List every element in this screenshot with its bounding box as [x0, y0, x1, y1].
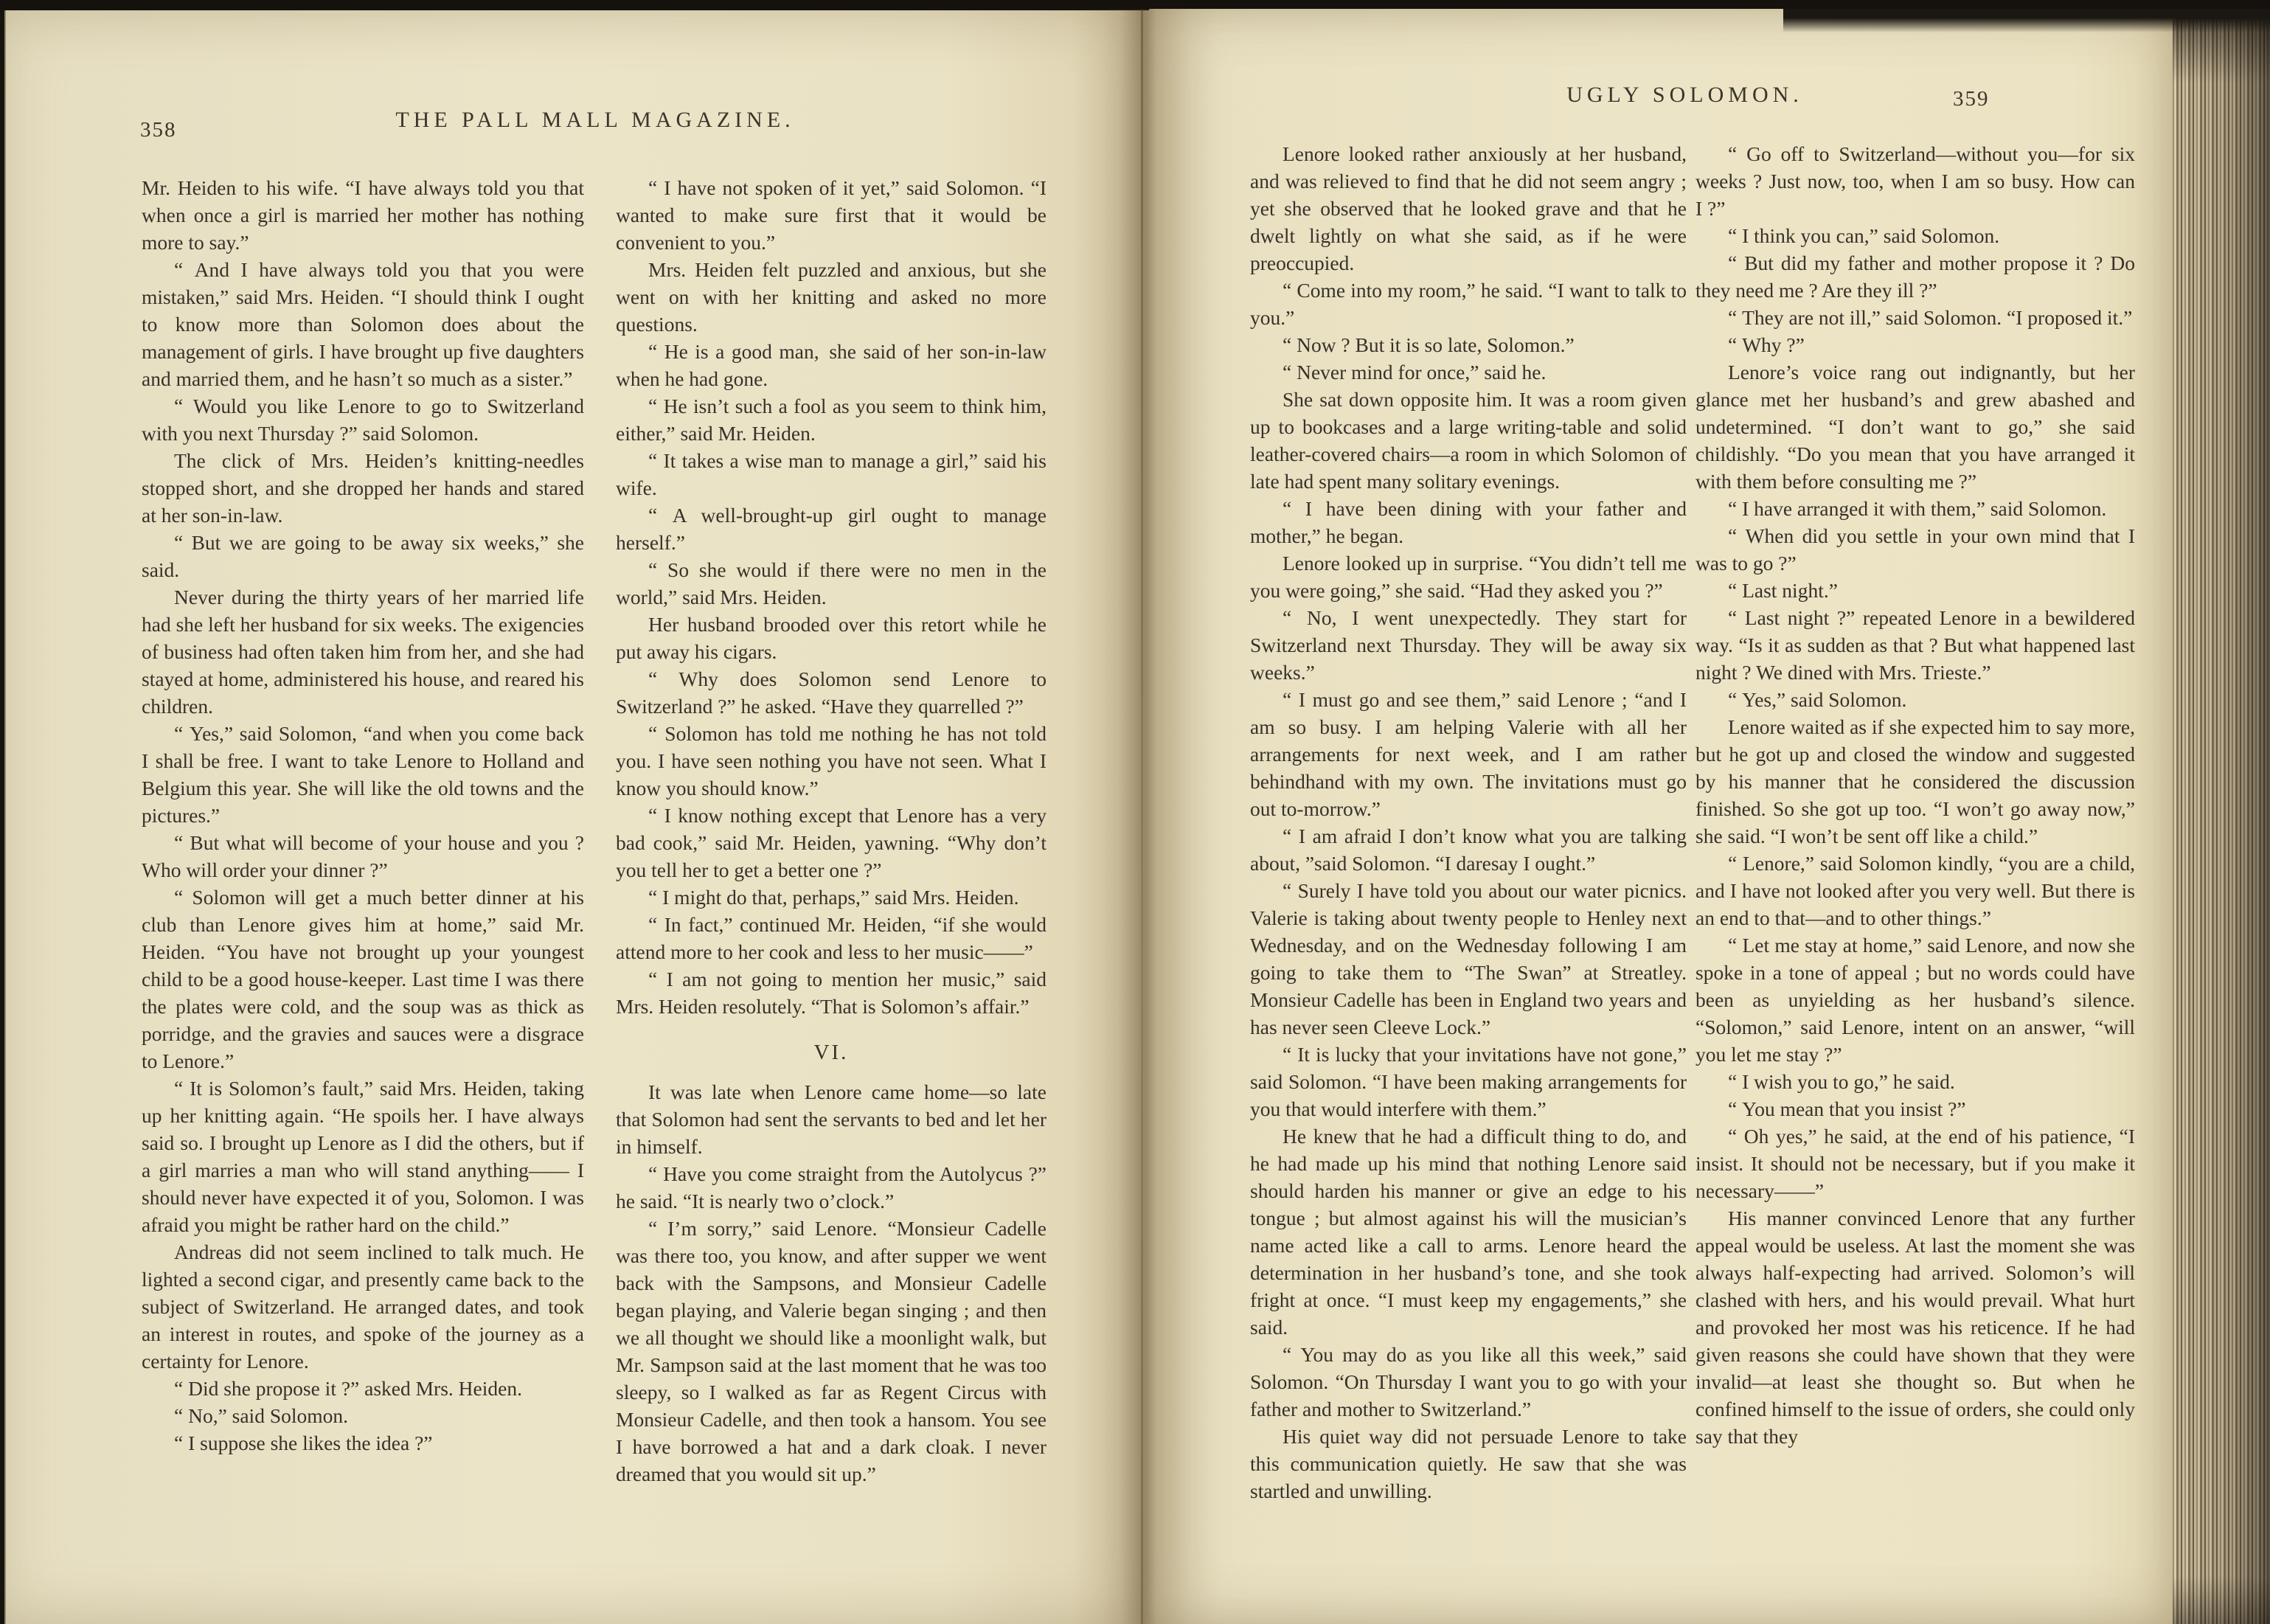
left-page [4, 10, 1149, 1624]
paragraph: The click of Mrs. Heiden’s knitting-needles stopped short, and she dropped her hands and stared at her son-in-law. [142, 449, 584, 527]
paragraph: It was late when Lenore came home—so late that Solomon had sent the servants to bed and let her in himself. [616, 1080, 1047, 1158]
text-column-right-2 [1695, 140, 2135, 1450]
paragraph: “ Why ?” [1728, 333, 1805, 356]
paragraph: “ They are not ill,” said Solomon. “I proposed it.” [1728, 306, 2133, 329]
paragraph: His quiet way did not persuade Lenore to take this communication quietly. He saw that she was startled and unwilling. [1250, 1425, 1687, 1502]
paragraph: “ I’m sorry,” said Lenore. “Monsieur Cadelle was there too, you know, and after supper we went back with the Sampsons, and Monsieur Cadelle began playing, and Valerie began singing ; and then we all thought we should like a moonlight walk, but Mr. Sampson said at the last moment that he was too sleepy, so I walked as far as Regent Circus with Monsieur Cadelle, and then took a hansom. You see I have borrowed a hat and a dark cloak. I never dreamed that you would sit up.” [616, 1217, 1047, 1485]
paragraph: “ Solomon will get a much better dinner at his club than Lenore gives him at home,” said Mr. Heiden. “You have not brought up your youngest child to be a good house-keeper. Last time I was there the plates were cold, and the soup was as thick as porridge, and the gravies and sauces were a disgrace to Lenore.” [142, 886, 584, 1072]
paragraph: “ Never mind for once,” said he. [1282, 361, 1547, 384]
paragraph: “ Yes,” said Solomon, “and when you come back I shall be free. I want to take Lenore to Holland and Belgium this year. She will like the old towns and the pictures.” [142, 722, 584, 827]
paragraph: “ I think you can,” said Solomon. [1728, 224, 2000, 247]
page-number-right: 359 [1953, 87, 1990, 111]
paragraph: He knew that he had a difficult thing to do, and he had made up his mind that nothing Lenore said should harden his manner or give an edge to his tongue ; but almost against his will the musician’s name acted like a call to arms. Lenore heard the determination in her husband’s tone, and she took fright at once. “I must keep my engagements,” she said. [1250, 1125, 1687, 1339]
paragraph: Never during the thirty years of her married life had she left her husband for six weeks. The exigencies of business had often taken him from her, and she had stayed at home, administered his house, and reared his children. [142, 586, 584, 718]
paragraph: “ No,” said Solomon. [174, 1404, 349, 1427]
paragraph: “ A well-brought-up girl ought to manage herself.” [616, 504, 1047, 554]
paragraph: “ Lenore,” said Solomon kindly, “you are a child, and I have not looked after you very well. But there is an end to that—and to other things.” [1695, 852, 2135, 929]
paragraph: “ Last night.” [1728, 579, 1838, 602]
paragraph: “ Surely I have told you about our water picnics. Valerie is taking about twenty people to Henley next Wednesday, and on the Wednesday following I am going to take them to “The Swan” at Streatley. Monsieur Cadelle has been in England two years and has never seen Cleeve Lock.” [1250, 879, 1687, 1038]
paragraph: “ Solomon has told me nothing he has not told you. I have seen nothing you have not seen. What I know you should know.” [616, 722, 1047, 799]
paragraph: His manner convinced Lenore that any further appeal would be useless. At last the moment she was always half-expecting had arrived. Solomon’s will clashed with hers, and his would prevail. What hurt and provoked her most was his reticence. If he had given reasons she could have shown that they were invalid—at least she thought so. But when he confined himself to the issue of orders, she could only say that they [1695, 1207, 2135, 1448]
paragraph: Lenore looked rather anxiously at her husband, and was relieved to find that he did not seem angry ; yet she observed that he looked grave and that he dwelt lightly on what she said, as if he were preoccupied. [1250, 142, 1687, 274]
paragraph: “ Did she propose it ?” asked Mrs. Heiden. [174, 1377, 522, 1400]
page-edge-stack [2173, 19, 2270, 1624]
paragraph: “ It is Solomon’s fault,” said Mrs. Heiden, taking up her knitting again. “He spoils her. I have always said so. I brought up Lenore as I did the others, but if a girl marries a man who will stand anything—— I should never have expected it of you, Solomon. I was afraid you might be rather hard on the child.” [142, 1077, 584, 1236]
paragraph: “ He isn’t such a fool as you seem to think him, either,” said Mr. Heiden. [616, 395, 1047, 445]
paragraph: Mr. Heiden to his wife. “I have always told you that when once a girl is married her mother has nothing more to say.” [142, 176, 584, 254]
paragraph: “ It takes a wise man to manage a girl,” said his wife. [616, 449, 1047, 499]
paragraph: “ I have arranged it with them,” said Solomon. [1728, 497, 2107, 520]
paragraph: “ Why does Solomon send Lenore to Switzerland ?” he asked. “Have they quarrelled ?” [616, 667, 1047, 718]
paragraph: “ I suppose she likes the idea ?” [174, 1432, 433, 1454]
paragraph: Lenore looked up in surprise. “You didn’t tell me you were going,” she said. “Had they asked you ?” [1250, 552, 1687, 602]
paragraph: “ I wish you to go,” he said. [1728, 1070, 1955, 1093]
running-header-left: THE PALL MALL MAGAZINE. [395, 108, 795, 132]
text-column-left-1 [142, 174, 584, 1457]
paragraph: “ Now ? But it is so late, Solomon.” [1282, 333, 1575, 356]
paragraph: “ I know nothing except that Lenore has a very bad cook,” said Mr. Heiden, yawning. “Why don’t you tell her to get a better one ?” [616, 804, 1047, 881]
paragraph: Lenore waited as if she expected him to say more, but he got up and closed the window and suggested by his manner that he considered the discussion finished. So she got up too. “I won’t go away now,” she said. “I won’t be sent off like a child.” [1695, 715, 2135, 847]
paragraph: “ But what will become of your house and you ? Who will order your dinner ?” [142, 831, 584, 881]
text-column-left-2 [616, 174, 1047, 1488]
paragraph: “ I have not spoken of it yet,” said Solomon. “I wanted to make sure first that it would be convenient to you.” [616, 176, 1047, 254]
paragraph: “ You mean that you insist ?” [1728, 1097, 1966, 1120]
paragraph: “ I am afraid I don’t know what you are talking about, ”said Solomon. “I daresay I ought.” [1250, 825, 1687, 875]
paragraph: “ But we are going to be away six weeks,” she said. [142, 531, 584, 581]
paragraph: “ I am not going to mention her music,” said Mrs. Heiden resolutely. “That is Solomon’s affair.” [616, 968, 1047, 1018]
paragraph: “ Oh yes,” he said, at the end of his patience, “I insist. It should not be necessary, but if you make it necessary——” [1695, 1125, 2135, 1202]
paragraph-group [616, 174, 1047, 1020]
paragraph: “ I might do that, perhaps,” said Mrs. Heiden. [648, 886, 1019, 909]
paragraph: “ I must go and see them,” said Lenore ; “and I am so busy. I am helping Valerie with all her arrangements for next week, and I am rather behindhand with my own. The invitations must go out to-morrow.” [1250, 688, 1687, 820]
paragraph: “ No, I went unexpectedly. They start for Switzerland next Thursday. They will be away six weeks.” [1250, 606, 1687, 684]
paragraph: “ When did you settle in your own mind that I was to go ?” [1695, 524, 2135, 575]
paragraph: She sat down opposite him. It was a room given up to bookcases and a large writing-table and solid leather-covered chairs—a room in which Solomon of late had spent many solitary evenings. [1250, 388, 1687, 493]
paragraph: “ Go off to Switzerland—without you—for six weeks ? Just now, too, when I am so busy. How can I ?” [1695, 142, 2135, 220]
paragraph-group [616, 1078, 1047, 1488]
right-page [1149, 7, 2176, 1624]
running-header-right: UGLY SOLOMON. [1566, 83, 1803, 107]
paragraph: “ You may do as you like all this week,” said Solomon. “On Thursday I want you to go with your father and mother to Switzerland.” [1250, 1343, 1687, 1420]
section-heading: VI. [813, 1041, 849, 1064]
paragraph: “ But did my father and mother propose it ? Do they need me ? Are they ill ?” [1695, 251, 2135, 302]
paragraph: “ He is a good man, she said of her son-in-law when he had gone. [616, 340, 1047, 390]
paragraph: “ Would you like Lenore to go to Switzerland with you next Thursday ?” said Solomon. [142, 395, 584, 445]
paragraph: “ Yes,” said Solomon. [1728, 688, 1907, 711]
paragraph: Lenore’s voice rang out indignantly, but her glance met her husband’s and grew abashed and undetermined. “I don’t want to go,” she said childishly. “Do you mean that you have arranged it with them before consulting me ?” [1695, 361, 2135, 493]
text-column-right-1 [1250, 140, 1687, 1505]
paragraph: “ I have been dining with your father and mother,” he began. [1250, 497, 1687, 547]
paragraph: “ Let me stay at home,” said Lenore, and now she spoke in a tone of appeal ; but no words could have been as unyielding as her husband’s silence. “Solomon,” said Lenore, intent on an answer, “will you let me stay ?” [1695, 934, 2135, 1066]
paragraph: “ Come into my room,” he said. “I want to talk to you.” [1250, 279, 1687, 329]
paragraph: “ Last night ?” repeated Lenore in a bewildered way. “Is it as sudden as that ? But what happened last night ? We dined with Mrs. Trieste.” [1695, 606, 2135, 684]
paragraph: Andreas did not seem inclined to talk much. He lighted a second cigar, and presently came back to the subject of Switzerland. He arranged dates, and took an interest in routes, and spoke of the journey as a certainty for Lenore. [142, 1240, 584, 1373]
paragraph: “ In fact,” continued Mr. Heiden, “if she would attend more to her cook and less to her music——” [616, 913, 1047, 963]
paragraph: Her husband brooded over this retort while he put away his cigars. [616, 613, 1047, 663]
paragraph: “ So she would if there were no men in the world,” said Mrs. Heiden. [616, 558, 1047, 608]
page-number-left: 358 [140, 118, 177, 142]
paragraph: “ And I have always told you that you were mistaken,” said Mrs. Heiden. “I should think I ought to know more than Solomon does about the management of girls. I have brought up five daughters and married them, and he hasn’t so much as a sister.” [142, 258, 584, 390]
paragraph: Mrs. Heiden felt puzzled and anxious, but she went on with her knitting and asked no more questions. [616, 258, 1047, 336]
paragraph: “ Have you come straight from the Autolycus ?” he said. “It is nearly two o’clock.” [616, 1162, 1047, 1212]
paragraph: “ It is lucky that your invitations have not gone,” said Solomon. “I have been making arrangements for you that would interfere with them.” [1250, 1043, 1687, 1120]
